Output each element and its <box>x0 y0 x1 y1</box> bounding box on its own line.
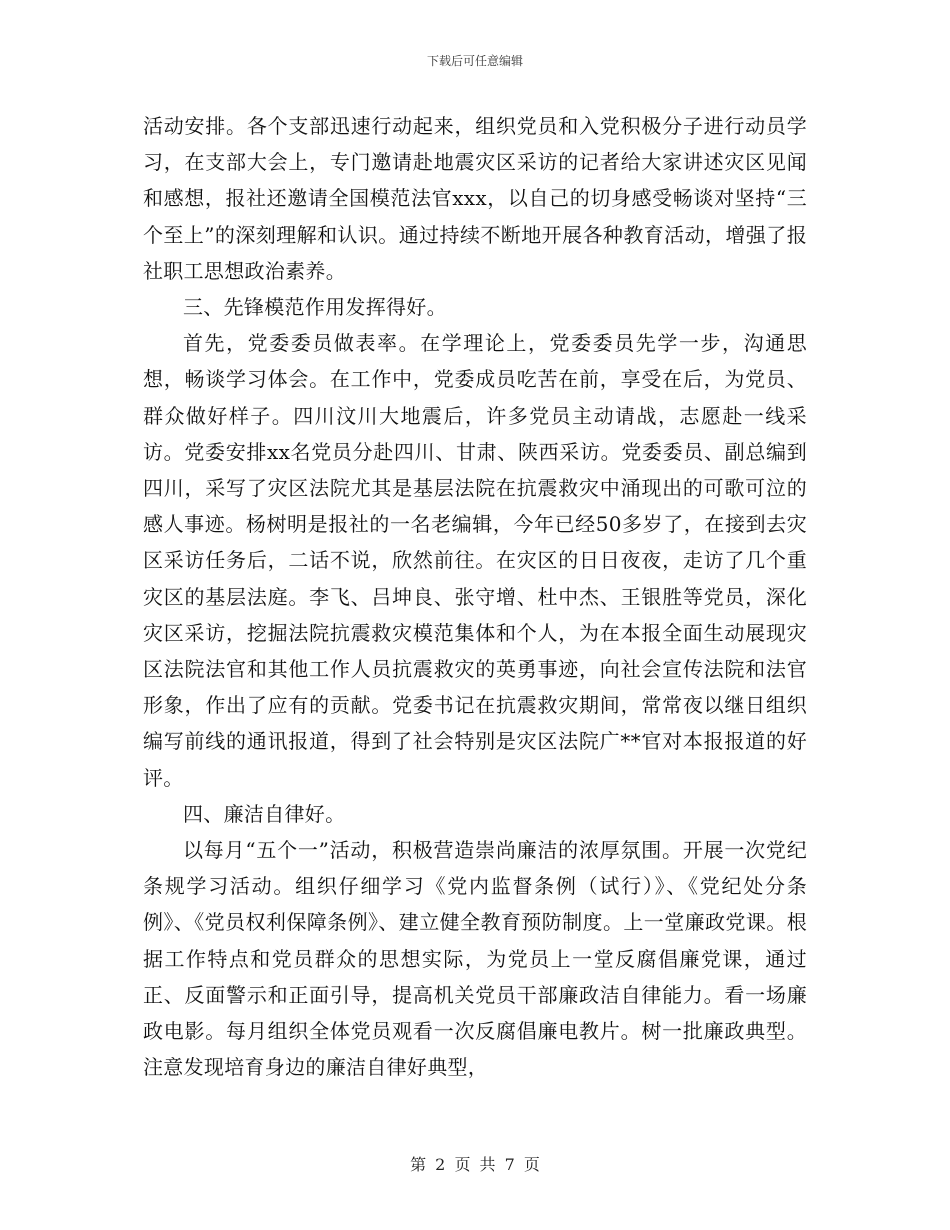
paragraph-integrity: 以每月“五个一”活动，积极营造崇尚廉洁的浓厚氛围。开展一次党纪条规学习活动。组织仔细学习《党内监督条例（试行）》、《党纪处分条例》、《党员权利保障条例》、建立健全教育预防制度。上一堂廉政党课。根据工作特点和党员群众的思想实际，为党员上一堂反腐倡廉党课，通过正、反面警示和正面引导，提高机关党员干部廉政洁自律能力。看一场廉政电影。每月组织全体党员观看一次反腐倡廉电教片。树一批廉政典型。注意发现培育身边的廉洁自律好典型， <box>143 838 807 1080</box>
section-heading-vanguard: 三、先锋模范作用发挥得好。 <box>183 295 447 320</box>
paragraph-continued-activities: 活动安排。各个支部迅速行动起来，组织党员和入党积极分子进行动员学习，在支部大会上，专门邀请赴地震灾区采访的记者给大家讲述灾区见闻和感想，报社还邀请全国模范法官xxx，以自己的切身感受畅谈对坚持“三个至上”的深刻理解和认识。通过持续不断地开展各种教育活动，增强了报社职工思想政治素养。 <box>143 114 807 283</box>
section-heading-integrity: 四、廉洁自律好。 <box>183 801 346 826</box>
document-body <box>143 108 807 1085</box>
paragraph-vanguard: 首先，党委委员做表率。在学理论上，党委委员先学一步，沟通思想，畅谈学习体会。在工作中，党委成员吃苦在前，享受在后，为党员、群众做好样子。四川汶川大地震后，许多党员主动请战，志愿赴一线采访。党委安排xx名党员分赴四川、甘肃、陕西采访。党委委员、副总编到四川，采写了灾区法院尤其是基层法院在抗震救灾中涌现出的可歌可泣的感人事迹。杨树明是报社的一名老编辑，今年已经50多岁了，在接到去灾区采访任务后，二话不说，欣然前往。在灾区的日日夜夜，走访了几个重灾区的基层法庭。李飞、吕坤良、张守增、杜中杰、王银胜等党员，深化灾区采访，挖掘法院抗震救灾模范集体和个人，为在本报全面生动展现灾区法院法官和其他工作人员抗震救灾的英勇事迹，向社会宣传法院和法官形象，作出了应有的贡献。党委书记在抗震救灾期间，常常夜以继日组织编写前线的通讯报道，得到了社会特别是灾区法院广**官对本报报道的好评。 <box>143 331 807 790</box>
page-header: 下载后可任意编辑 <box>426 54 523 68</box>
page-number: 第 2 页 共 7 页 <box>410 1155 540 1174</box>
